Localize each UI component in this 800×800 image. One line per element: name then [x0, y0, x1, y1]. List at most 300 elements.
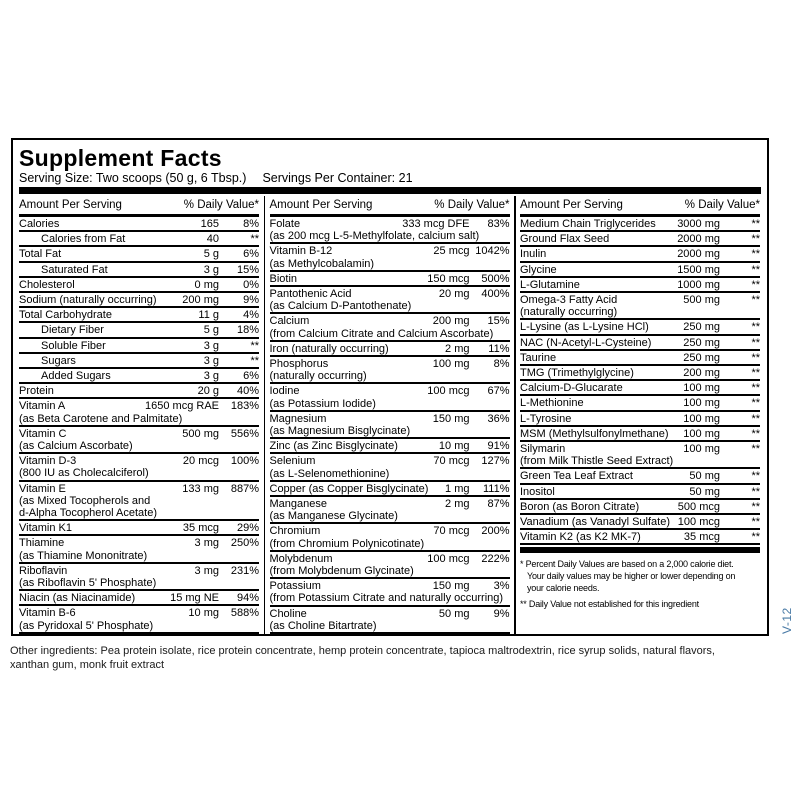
nutrient-name: Dietary Fiber — [41, 324, 104, 337]
nutrient-row-main — [19, 565, 259, 577]
nutrient-amount: 50 mg — [689, 485, 720, 498]
nutrient-row — [19, 521, 259, 536]
footnote-divider-bar — [520, 547, 760, 553]
nutrient-row-main — [270, 455, 510, 467]
nutrient-amount: 133 mg — [182, 482, 219, 495]
nutrient-dv: ** — [751, 233, 760, 246]
nutrient-row-main — [270, 525, 510, 537]
nutrient-dv: 36% — [487, 412, 510, 425]
nutrient-amount: 20 mcg — [182, 455, 219, 468]
nutrient-row — [520, 515, 760, 530]
nutrient-name: Medium Chain Triglycerides — [520, 218, 656, 230]
nutrient-name: Sodium (naturally occurring) — [19, 294, 157, 307]
nutrient-source: (as Magnesium Bisglycinate) — [269, 425, 411, 438]
nutrient-row-main — [19, 400, 259, 412]
nutrient-row — [270, 272, 510, 287]
footnote-line: Your daily values may be higher or lower depending on — [527, 571, 736, 582]
column-divider — [264, 196, 266, 634]
nutrient-amount: 3 g — [203, 354, 219, 367]
nutrient-name: Chromium — [269, 525, 321, 538]
nutrient-dv: ** — [751, 278, 760, 291]
nutrient-amount: 35 mcg — [683, 531, 720, 544]
nutrient-amount: 40 — [206, 233, 219, 246]
nutrient-row — [520, 293, 760, 320]
nutrient-dv: 222% — [481, 552, 510, 565]
nutrient-dv: 8% — [243, 218, 259, 230]
nutrient-source: (as L-Selenomethionine) — [269, 467, 390, 480]
nutrient-dv: ** — [751, 294, 760, 307]
nutrient-amount: 1650 mcg RAE — [145, 400, 219, 413]
nutrient-row — [520, 351, 760, 366]
nutrient-amount: 3 g — [203, 263, 219, 276]
nutrient-source: (from Molybdenum Glycinate) — [269, 565, 414, 578]
nutrient-dv: ** — [250, 233, 259, 246]
nutrient-dv: 8% — [493, 358, 510, 371]
nutrient-dv: ** — [751, 427, 760, 440]
nutrient-dv: 15% — [236, 263, 259, 276]
nutrient-name: Soluble Fiber — [41, 339, 106, 352]
nutrient-row — [270, 342, 510, 357]
nutrient-name: Boron (as Boron Citrate) — [520, 500, 640, 513]
nutrient-source: (as Methylcobalamin) — [269, 257, 375, 270]
header-divider-bar — [19, 187, 761, 194]
nutrient-dv: ** — [751, 248, 760, 261]
nutrient-amount: 100 mg — [683, 427, 720, 440]
nutrient-name: Calcium — [269, 315, 310, 328]
nutrients-column-2 — [270, 196, 510, 634]
nutrient-amount: 10 mg — [188, 607, 219, 620]
nutrient-name: Copper (as Copper Bisglycinate) — [269, 482, 429, 495]
nutrient-name: Cholesterol — [19, 278, 75, 291]
nutrient-dv: ** — [751, 367, 760, 380]
nutrient-row-main — [520, 321, 760, 333]
nutrient-name: Glycine — [520, 263, 557, 276]
nutrient-row — [19, 354, 259, 369]
nutrient-row-main — [520, 367, 760, 379]
nutrient-name: Potassium — [269, 580, 321, 593]
nutrient-name: L-Glutamine — [520, 278, 580, 291]
nutrient-amount: 100 mcg — [427, 385, 470, 398]
nutrient-row-main — [520, 279, 760, 291]
nutrient-name: Zinc (as Zinc Bisglycinate) — [269, 440, 398, 453]
nutrient-source: (as Riboflavin 5' Phosphate) — [19, 577, 157, 590]
nutrient-row — [270, 287, 510, 314]
nutrient-dv: 15% — [487, 315, 510, 328]
nutrient-row-main — [270, 245, 510, 257]
nutrient-amount: 5 g — [203, 324, 219, 337]
nutrient-name: Vitamin C — [19, 427, 67, 440]
nutrient-dv: ** — [751, 397, 760, 410]
nutrient-name: Inositol — [520, 485, 555, 498]
nutrient-name: Folate — [269, 218, 301, 230]
nutrient-name: Vitamin D-3 — [19, 455, 77, 468]
nutrient-row — [270, 217, 510, 244]
column-header — [520, 196, 760, 217]
nutrient-row — [19, 384, 259, 399]
nutrient-row-main — [270, 273, 510, 285]
nutrient-amount: 70 mcg — [433, 525, 470, 538]
nutrient-name: Vitamin B-12 — [269, 245, 333, 258]
column-header — [19, 196, 259, 217]
nutrient-name: Thiamine — [19, 537, 65, 550]
nutrient-amount: 10 mg — [438, 440, 470, 453]
nutrient-amount: 200 mg — [182, 294, 219, 307]
nutrient-dv: ** — [751, 412, 760, 425]
nutrient-name: Riboflavin — [19, 564, 68, 577]
nutrient-amount: 200 mg — [432, 315, 470, 328]
nutrient-amount: 3000 mg — [677, 218, 720, 230]
nutrient-row — [520, 485, 760, 500]
nutrient-amount: 70 mcg — [433, 455, 470, 468]
nutrient-name: Manganese — [269, 498, 327, 511]
nutrient-dv: ** — [751, 470, 760, 483]
nutrient-dv: 231% — [230, 564, 259, 577]
nutrient-row — [19, 427, 259, 454]
nutrient-dv: 94% — [236, 592, 259, 605]
nutrient-row-main — [520, 531, 760, 543]
nutrient-dv: 0% — [243, 278, 259, 291]
nutrient-row-main — [19, 309, 259, 321]
nutrient-amount: 35 mcg — [182, 522, 219, 535]
nutrient-row-main — [520, 218, 760, 230]
nutrient-amount: 3 mg — [194, 537, 219, 550]
nutrient-row — [19, 454, 259, 481]
nutrient-row-main — [19, 264, 259, 276]
nutrient-row — [270, 384, 510, 411]
nutrient-name: Pantothenic Acid — [269, 288, 352, 301]
nutrient-row — [520, 396, 760, 411]
nutrient-row — [19, 308, 259, 323]
nutrients-column-1 — [19, 196, 259, 634]
nutrient-row-main — [270, 315, 510, 327]
nutrient-row-main — [520, 264, 760, 276]
nutrient-amount: 333 mcg DFE — [402, 218, 470, 230]
nutrient-row-main — [520, 516, 760, 528]
nutrient-row-main — [270, 385, 510, 397]
nutrient-source: (from Potassium Citrate and naturally occurring) — [269, 592, 504, 605]
nutrient-row — [19, 247, 259, 262]
nutrient-row — [520, 469, 760, 484]
nutrient-name: Total Carbohydrate — [19, 309, 112, 322]
nutrient-amount: 20 g — [197, 385, 219, 398]
nutrient-dv: ** — [250, 339, 259, 352]
nutrient-dv: ** — [751, 443, 760, 456]
nutrient-row-main — [19, 483, 259, 495]
nutrient-row-main — [520, 486, 760, 498]
nutrient-amount: 100 mg — [683, 443, 720, 456]
nutrient-dv: ** — [751, 500, 760, 513]
nutrient-row-main — [19, 279, 259, 291]
daily-value-header: % Daily Value* — [434, 199, 510, 211]
nutrient-name: Vitamin A — [19, 400, 66, 413]
nutrient-row-main — [270, 580, 510, 592]
footnote-line: * Percent Daily Values are based on a 2,000 calorie diet. — [520, 559, 734, 570]
nutrient-name: TMG (Trimethylglycine) — [520, 367, 634, 380]
nutrient-row-main — [19, 522, 259, 534]
nutrient-amount: 3 g — [203, 370, 219, 383]
nutrient-amount: 250 mg — [683, 321, 720, 334]
daily-value-header: % Daily Value* — [183, 199, 259, 211]
nutrient-row — [19, 369, 259, 384]
nutrient-amount: 100 mg — [683, 397, 720, 410]
nutrient-row-main — [520, 397, 760, 409]
nutrient-dv: ** — [751, 336, 760, 349]
nutrient-row — [520, 412, 760, 427]
nutrient-dv: ** — [751, 218, 760, 230]
nutrient-amount: 1000 mg — [677, 278, 720, 291]
nutrient-dv: 9% — [243, 294, 259, 307]
column-divider — [514, 196, 516, 634]
nutrient-amount: 50 mg — [689, 470, 720, 483]
nutrient-dv: 83% — [487, 218, 510, 230]
nutrient-row-main — [520, 413, 760, 425]
nutrient-amount: 0 mg — [194, 278, 219, 291]
nutrient-dv: 11% — [488, 342, 510, 355]
nutrient-row-main — [19, 233, 259, 245]
panel-title: Supplement Facts — [19, 145, 222, 171]
nutrient-amount: 25 mcg — [433, 245, 470, 258]
serving-info — [19, 172, 761, 185]
nutrient-row-main — [19, 248, 259, 260]
nutrient-name: Silymarin — [520, 443, 566, 456]
nutrient-row — [19, 217, 259, 232]
nutrient-name: Calcium-D-Glucarate — [520, 382, 623, 395]
nutrient-dv: ** — [751, 516, 760, 529]
nutrient-row — [270, 524, 510, 551]
nutrient-amount: 165 — [200, 218, 219, 230]
nutrient-amount: 500 mg — [182, 427, 219, 440]
nutrient-row-main — [19, 294, 259, 306]
nutrient-row-main — [19, 537, 259, 549]
nutrient-row-main — [19, 218, 259, 230]
nutrient-dv: ** — [751, 531, 760, 544]
nutrient-dv: 3% — [493, 580, 510, 593]
nutrient-amount: 3 mg — [194, 564, 219, 577]
ingredients-line: Other ingredients: Pea protein isolate, rice protein concentrate, hemp protein concentrate, tapioca maltrodextrin, rice syrup solids, natural flavors, — [10, 645, 715, 657]
nutrient-row-main — [19, 428, 259, 440]
nutrient-row-main — [520, 248, 760, 260]
nutrient-dv: 4% — [243, 309, 259, 322]
nutrient-name: Vitamin K1 — [19, 522, 72, 535]
nutrient-row-main — [270, 440, 510, 452]
nutrient-dv: 9% — [493, 607, 510, 620]
nutrient-source: (from Chromium Polynicotinate) — [269, 537, 425, 550]
nutrient-dv: ** — [751, 382, 760, 395]
nutrient-row-main — [520, 382, 760, 394]
nutrient-source: (as 200 mcg L-5-Methylfolate, calcium salt) — [269, 230, 480, 243]
nutrient-source: d-Alpha Tocopherol Acetate) — [19, 507, 157, 520]
nutrient-dv: 91% — [487, 440, 510, 453]
nutrient-row — [19, 591, 259, 606]
nutrient-amount: 200 mg — [683, 367, 720, 380]
nutrient-row — [520, 320, 760, 335]
nutrient-name: Vitamin E — [19, 482, 66, 495]
nutrient-source: (as Mixed Tocopherols and — [19, 494, 151, 507]
nutrient-row — [19, 263, 259, 278]
nutrient-row — [520, 336, 760, 351]
nutrient-row-main — [19, 385, 259, 397]
nutrient-amount: 5 g — [203, 248, 219, 261]
nutrient-row — [270, 412, 510, 439]
nutrient-amount: 50 mg — [438, 607, 470, 620]
nutrient-row — [19, 232, 259, 247]
nutrient-row — [520, 247, 760, 262]
nutrient-name: Vitamin K2 (as K2 MK-7) — [520, 531, 641, 544]
nutrient-row-main — [520, 233, 760, 245]
nutrient-row — [520, 381, 760, 396]
nutrient-row-main — [19, 355, 259, 367]
nutrient-row-main — [520, 501, 760, 513]
nutrient-name: Total Fat — [19, 248, 62, 261]
nutrient-dv: ** — [751, 263, 760, 276]
nutrient-source: (as Manganese Glycinate) — [269, 510, 398, 523]
nutrient-row — [19, 339, 259, 354]
nutrient-row — [270, 357, 510, 384]
nutrient-dv: 887% — [230, 482, 259, 495]
nutrient-row — [270, 552, 510, 579]
nutrient-dv: 18% — [236, 324, 259, 337]
nutrient-dv: 100% — [230, 455, 259, 468]
nutrient-name: NAC (N-Acetyl-L-Cysteine) — [520, 336, 652, 349]
nutrient-row-main — [19, 370, 259, 382]
nutrient-dv: ** — [751, 485, 760, 498]
nutrient-row — [520, 232, 760, 247]
nutrient-row-main — [520, 352, 760, 364]
nutrient-dv: 111% — [482, 482, 510, 495]
nutrient-source: (as Pyridoxal 5' Phosphate) — [19, 619, 154, 632]
nutrient-name: Inulin — [520, 248, 547, 261]
nutrient-amount: 1500 mg — [677, 263, 720, 276]
nutrient-name: L-Methionine — [520, 397, 584, 410]
nutrient-name: L-Lysine (as L-Lysine HCl) — [520, 321, 649, 334]
nutrient-row — [520, 217, 760, 232]
nutrient-row-main — [520, 443, 760, 455]
nutrient-row — [19, 323, 259, 338]
servings-per-container: Servings Per Container: 21 — [262, 171, 413, 185]
nutrient-amount: 100 mcg — [677, 516, 720, 529]
nutrient-row-main — [270, 608, 510, 620]
nutrient-dv: 6% — [243, 370, 259, 383]
nutrient-amount: 500 mcg — [677, 500, 720, 513]
nutrient-amount: 2 mg — [445, 498, 470, 511]
daily-value-footnote — [520, 558, 760, 594]
footnote-line: your calorie needs. — [527, 583, 600, 594]
nutrient-dv: 87% — [487, 498, 510, 511]
nutrient-dv: 200% — [481, 525, 510, 538]
nutrient-name: Molybdenum — [269, 552, 333, 565]
nutrient-row-main — [520, 428, 760, 440]
nutrient-name: Green Tea Leaf Extract — [520, 470, 633, 483]
nutrients-column-3 — [520, 196, 760, 634]
nutrient-dv: 500% — [481, 272, 510, 285]
nutrient-dv: 127% — [481, 455, 510, 468]
nutrient-source: (as Potassium Iodide) — [269, 397, 376, 410]
nutrient-row — [270, 607, 510, 634]
nutrient-dv: 588% — [230, 607, 259, 620]
nutrient-row-main — [270, 358, 510, 370]
nutrient-row-main — [270, 413, 510, 425]
ingredients-line: xanthan gum, monk fruit extract — [10, 658, 165, 671]
nutrient-amount: 20 mg — [438, 288, 470, 301]
nutrient-row — [520, 278, 760, 293]
nutrient-row — [520, 442, 760, 469]
nutrient-row-main — [270, 218, 510, 230]
nutrient-dv: 250% — [230, 537, 259, 550]
nutrient-name: Vanadium (as Vanadyl Sulfate) — [520, 516, 671, 529]
nutrient-source: (from Milk Thistle Seed Extract) — [520, 455, 674, 468]
nutrient-row — [270, 579, 510, 606]
nutrient-row — [19, 536, 259, 563]
version-code: V-12 — [780, 607, 794, 634]
nutrient-row — [270, 314, 510, 341]
nutrient-name: Vitamin B-6 — [19, 607, 76, 620]
nutrient-amount: 15 mg NE — [170, 592, 219, 605]
nutrient-name: Choline — [269, 607, 307, 620]
nutrient-dv: 6% — [243, 248, 259, 261]
nutrient-source: (from Calcium Citrate and Calcium Ascorbate) — [269, 327, 494, 340]
nutrient-dv: 29% — [236, 522, 259, 535]
nutrient-amount: 500 mg — [683, 294, 720, 307]
serving-size: Serving Size: Two scoops (50 g, 6 Tbsp.) — [19, 171, 247, 185]
nutrient-name: Calories — [19, 218, 60, 230]
nutrient-row-main — [19, 324, 259, 336]
nutrient-source: (as Thiamine Mononitrate) — [19, 549, 148, 562]
nutrient-row — [520, 366, 760, 381]
nutrient-amount: 100 mg — [432, 358, 470, 371]
nutrient-amount: 100 mg — [683, 412, 720, 425]
nutrient-row — [270, 482, 510, 497]
nutrient-source: (naturally occurring) — [269, 370, 367, 383]
no-dv-footnote: ** Daily Value not established for this ingredient — [520, 599, 699, 610]
nutrient-source: (as Calcium D-Pantothenate) — [269, 300, 412, 313]
nutrient-amount: 2000 mg — [677, 233, 720, 246]
nutrient-source: (as Calcium Ascorbate) — [19, 440, 133, 453]
nutrient-row — [270, 439, 510, 454]
nutrient-amount: 100 mg — [683, 382, 720, 395]
nutrient-row — [270, 244, 510, 271]
nutrient-name: Protein — [19, 385, 54, 398]
supplement-facts-panel — [11, 138, 769, 636]
nutrient-name: Calories from Fat — [41, 233, 126, 246]
nutrient-name: Niacin (as Niacinamide) — [19, 592, 136, 605]
nutrient-name: Sugars — [41, 354, 76, 367]
nutrient-name: Taurine — [520, 351, 557, 364]
nutrient-row — [520, 530, 760, 545]
column-header — [270, 196, 510, 217]
nutrient-dv: 40% — [236, 385, 259, 398]
nutrient-row — [520, 263, 760, 278]
nutrient-dv: 67% — [487, 385, 510, 398]
nutrient-name: Phosphorus — [269, 358, 329, 371]
nutrient-name: Ground Flax Seed — [520, 233, 610, 246]
nutrient-name: Iodine — [269, 385, 300, 398]
nutrient-dv: ** — [751, 321, 760, 334]
nutrient-amount: 250 mg — [683, 336, 720, 349]
nutrient-source: (800 IU as Cholecalciferol) — [19, 467, 149, 480]
nutrient-row — [19, 399, 259, 426]
nutrient-source: (as Choline Bitartrate) — [269, 619, 377, 632]
nutrient-name: Iron (naturally occurring) — [269, 342, 389, 355]
nutrient-columns — [19, 196, 761, 634]
nutrient-row-main — [19, 455, 259, 467]
nutrient-row-main — [520, 470, 760, 482]
nutrient-dv: 400% — [481, 288, 510, 301]
nutrient-name: L-Tyrosine — [520, 412, 572, 425]
daily-value-header: % Daily Value* — [684, 199, 760, 211]
nutrient-dv: ** — [250, 354, 259, 367]
nutrient-row — [19, 278, 259, 293]
amount-per-serving-header: Amount Per Serving — [269, 199, 373, 211]
